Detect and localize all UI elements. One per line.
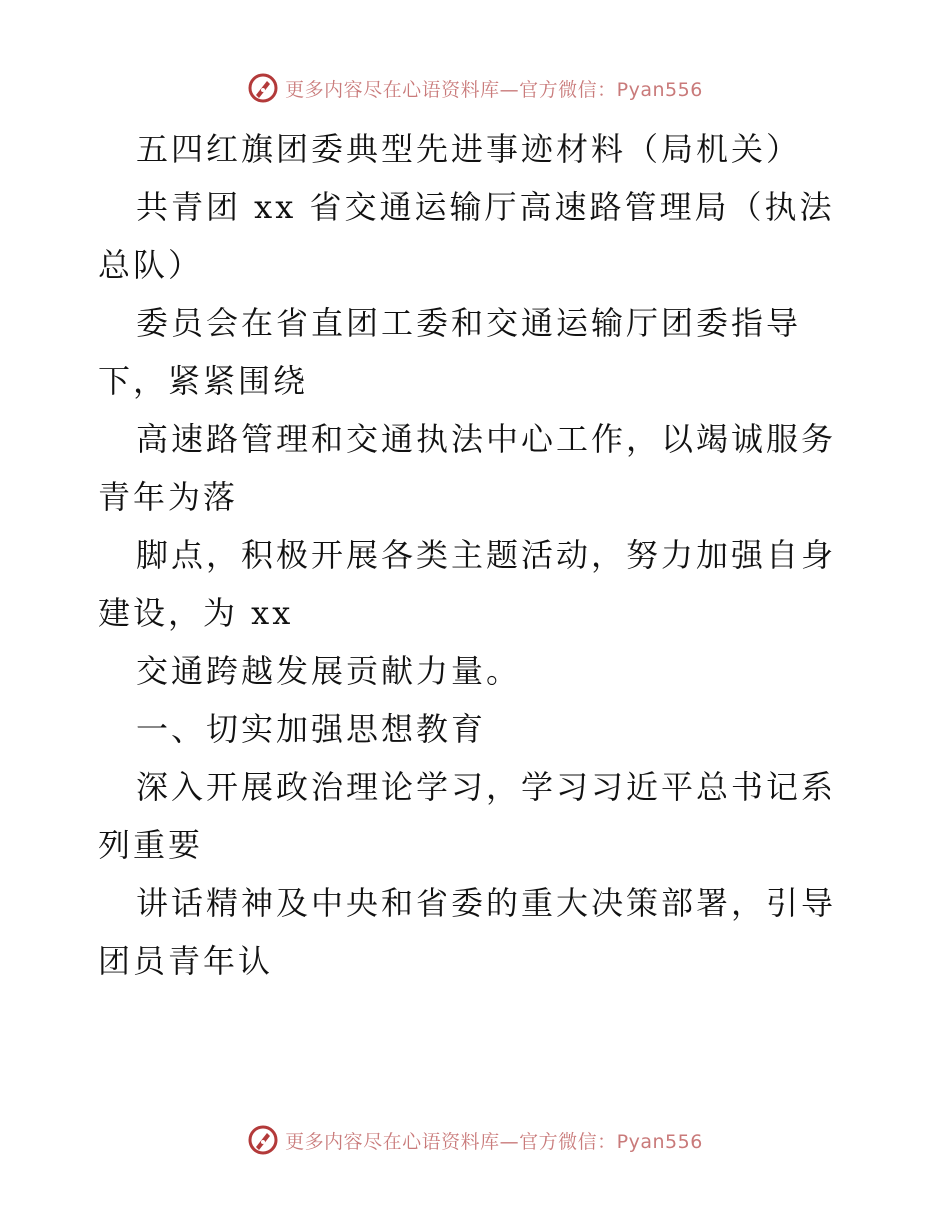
paragraph: 脚点，积极开展各类主题活动，努力加强自身建设，为 xx xyxy=(98,536,837,632)
paragraph: 深入开展政治理论学习，学习习近平总书记系列重要 xyxy=(98,768,837,864)
document-title: 五四红旗团委典型先进事迹材料（局机关） xyxy=(136,130,802,168)
watermark-text: 更多内容尽在心语资料库—官方微信：Pyan556 xyxy=(285,1130,703,1153)
watermark-text: 更多内容尽在心语资料库—官方微信：Pyan556 xyxy=(285,78,703,101)
paragraph: 交通跨越发展贡献力量。 xyxy=(136,652,522,690)
paragraph: 委员会在省直团工委和交通运输厅团委指导下，紧紧围绕 xyxy=(98,304,802,400)
paragraph: 高速路管理和交通执法中心工作，以竭诚服务青年为落 xyxy=(98,420,837,516)
header-watermark xyxy=(0,72,950,104)
pen-logo-icon xyxy=(247,72,279,104)
paragraph: 讲话精神及中央和省委的重大决策部署，引导团员青年认 xyxy=(98,884,837,980)
footer-watermark xyxy=(0,1124,950,1156)
paragraph: 共青团 xx 省交通运输厅高速路管理局（执法总队） xyxy=(98,188,835,284)
document-body xyxy=(98,120,858,990)
section-heading: 一、切实加强思想教育 xyxy=(136,710,487,748)
pen-logo-icon xyxy=(247,1124,279,1156)
